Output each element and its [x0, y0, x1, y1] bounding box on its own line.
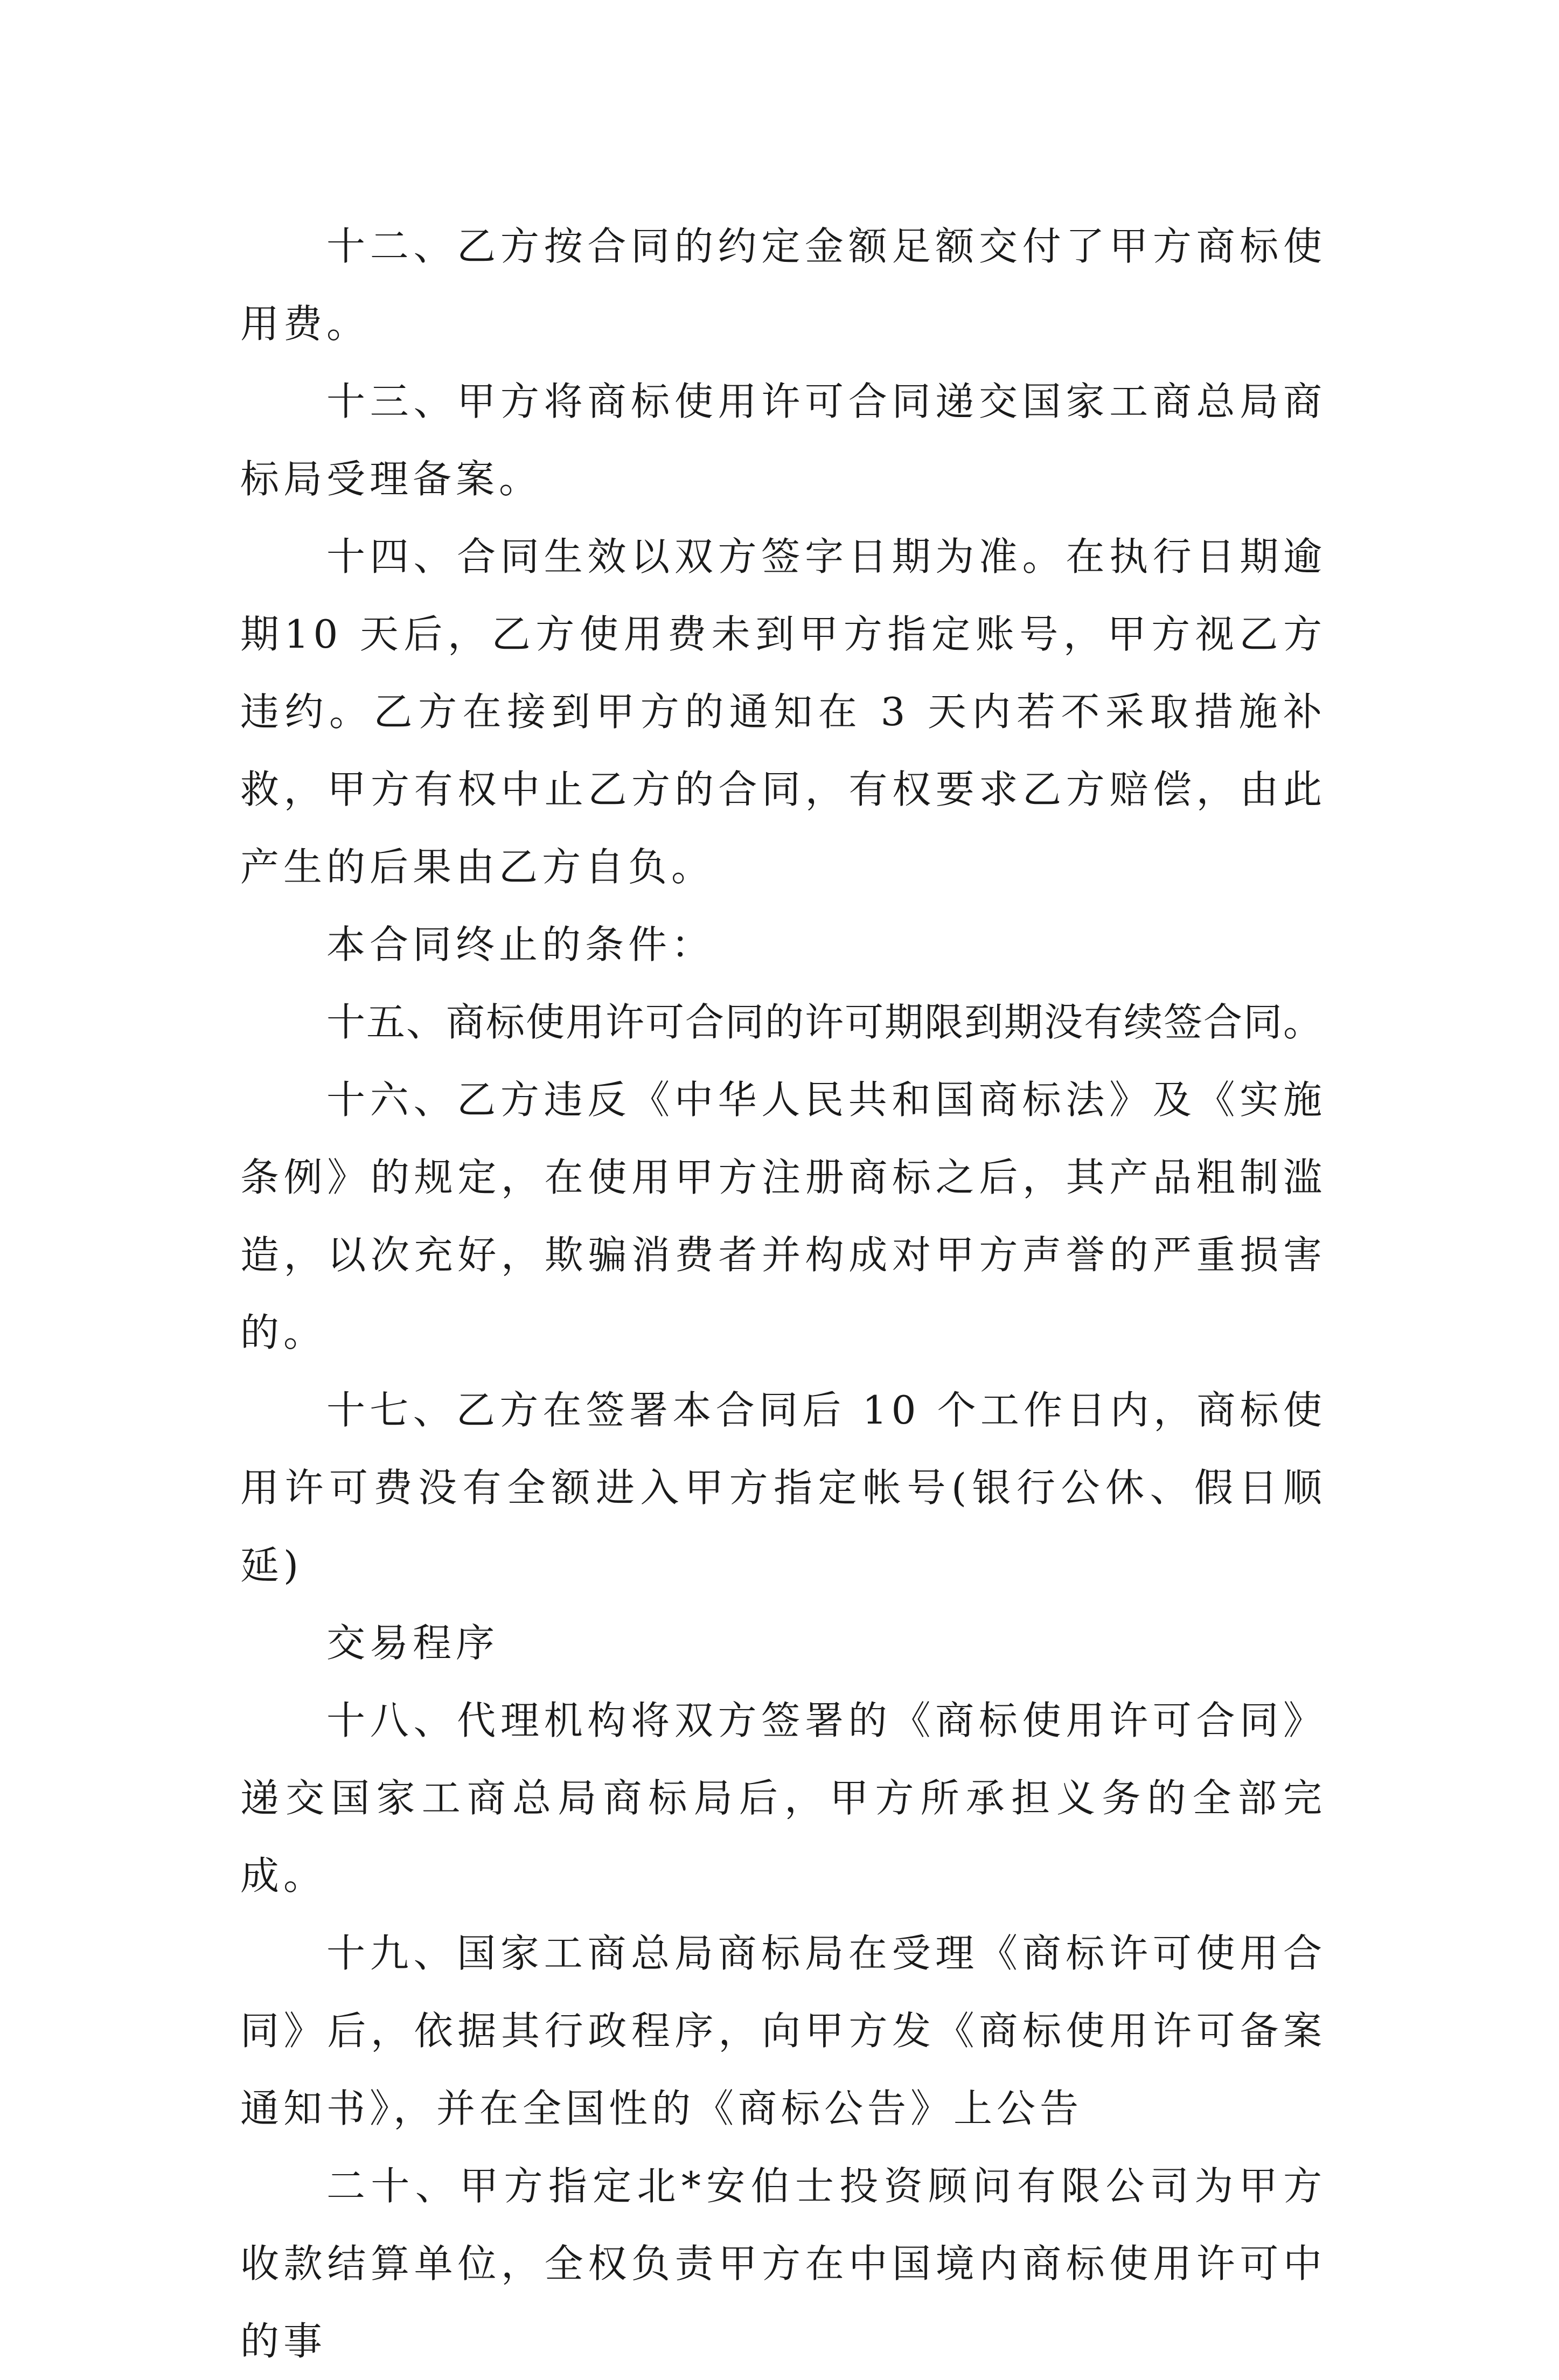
- paragraph-15: 十五、商标使用许可合同的许可期限到期没有续签合同。: [326, 1000, 1324, 1045]
- paragraph-16: 十六、乙方违反《中华人民共和国商标法》及《实施条例》的规定，在使用甲方注册商标之后，其产品粗制滥造，以次充好，欺骗消费者并构成对甲方声誉的严重损害的。: [240, 1077, 1326, 1355]
- section-heading-termination: 本合同终止的条件：: [326, 922, 715, 967]
- section-heading-procedure: 交易程序: [326, 1620, 499, 1666]
- paragraph-13: 十三、甲方将商标使用许可合同递交国家工商总局商标局受理备案。: [240, 379, 1326, 502]
- paragraph-20: 二十、甲方指定北*安伯士投资顾问有限公司为甲方收款结算单位，全权负责甲方在中国境内商标使用许可中的事: [240, 2163, 1326, 2364]
- paragraph-12: 十二、乙方按合同的约定金额足额交付了甲方商标使用费。: [240, 224, 1326, 346]
- document-body: [240, 207, 1326, 2380]
- paragraph-14: 十四、合同生效以双方签字日期为准。在执行日期逾期10 天后，乙方使用费未到甲方指定账号，甲方视乙方违约。乙方在接到甲方的通知在 3 天内若不采取措施补救，甲方有权中止乙方的合同，有权要求乙方赔偿，由此产生的后果由乙方自负。: [240, 534, 1326, 890]
- paragraph-17: 十七、乙方在签署本合同后 10 个工作日内，商标使用许可费没有全额进入甲方指定帐号(银行公休、假日顺延): [240, 1387, 1326, 1588]
- paragraph-18: 十八、代理机构将双方签署的《商标使用许可合同》递交国家工商总局商标局后，甲方所承担义务的全部完成。: [240, 1698, 1326, 1898]
- paragraph-19: 十九、国家工商总局商标局在受理《商标许可使用合同》后，依据其行政程序，向甲方发《商标使用许可备案通知书》，并在全国性的《商标公告》上公告: [240, 1931, 1326, 2131]
